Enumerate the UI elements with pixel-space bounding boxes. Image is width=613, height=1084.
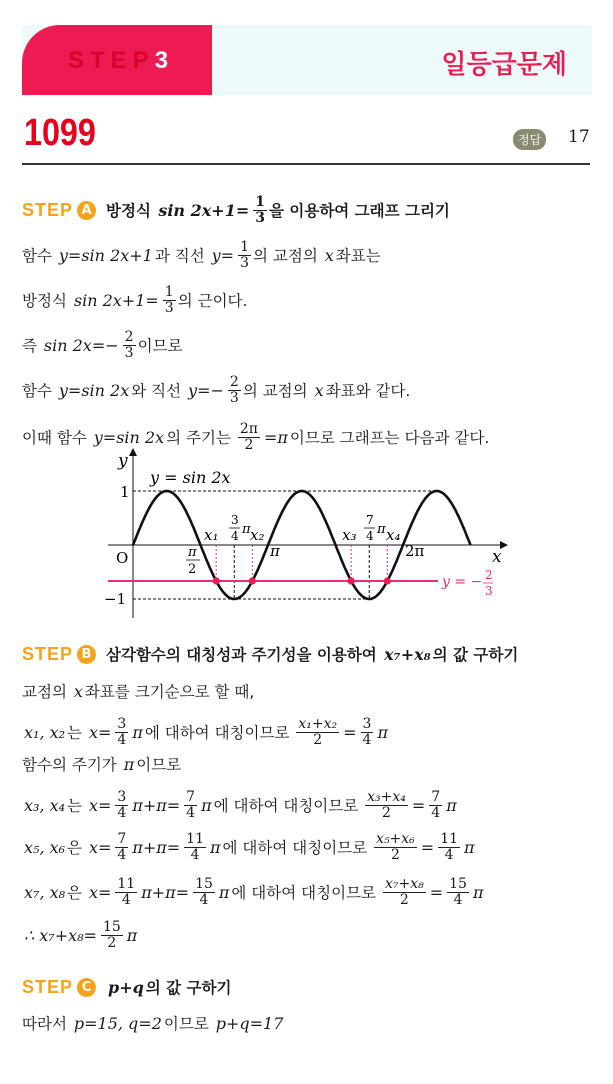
- numerator: x₇+x₈: [384, 876, 424, 892]
- text: 의 교점의: [252, 247, 323, 266]
- numerator: 15: [449, 876, 467, 892]
- fraction: [101, 920, 123, 950]
- solution-line: [22, 832, 477, 862]
- numerator: 2: [229, 374, 239, 390]
- curve-label: y = sin 2x: [150, 468, 231, 487]
- text: 이므로: [137, 337, 183, 356]
- math-expression: =: [411, 795, 426, 815]
- text: 은: [67, 884, 87, 903]
- denominator: 4: [186, 804, 196, 821]
- solution-line: [22, 790, 459, 820]
- mid1-num: 3: [231, 513, 239, 527]
- fraction: [163, 285, 176, 315]
- math-expression: p=15, q=2: [73, 1013, 162, 1033]
- numerator: 1: [255, 194, 265, 210]
- math-expression: π+π=: [141, 882, 190, 902]
- y-axis-label: y: [118, 451, 128, 471]
- fraction: [123, 330, 136, 360]
- line-label-num: 2: [485, 568, 493, 582]
- math-expression: x=: [88, 722, 112, 742]
- y-tick-neg1: −1: [104, 590, 127, 608]
- text: 에 대하여 대칭이므로: [213, 797, 364, 816]
- step-letter-badge: B: [77, 645, 96, 664]
- x2-label: x₂: [250, 526, 265, 544]
- solution-line: [22, 285, 247, 315]
- fraction: [184, 790, 197, 820]
- y-axis-arrow: [129, 448, 137, 456]
- divider: [22, 163, 590, 165]
- fraction: [296, 717, 339, 747]
- text: 과 직선: [154, 247, 210, 266]
- math-expression: π: [123, 754, 135, 774]
- answer-value: 17: [568, 127, 590, 147]
- denominator: 4: [199, 891, 209, 908]
- math-expression: π: [132, 722, 143, 742]
- text: 삼각함수의 대칭성과 주기성을 이용하여: [106, 646, 383, 664]
- text: 의 값 구하기: [432, 646, 519, 664]
- x4-label: x₄: [386, 526, 401, 544]
- text: 즉: [22, 337, 42, 356]
- denominator: 3: [164, 299, 174, 316]
- numerator: 15: [195, 876, 213, 892]
- origin-label: O: [116, 549, 129, 567]
- mid2-pi: π: [377, 522, 386, 537]
- math-expression: π: [201, 795, 212, 815]
- text: 함수: [22, 247, 57, 266]
- text: 에 대하여 대칭이므로: [231, 884, 381, 903]
- math-expression: π+π=: [132, 795, 181, 815]
- denominator: 2: [399, 891, 409, 908]
- math-expression: x=: [88, 837, 112, 857]
- x-axis-label: x: [492, 547, 502, 567]
- math-expression: x: [73, 681, 83, 701]
- denominator: 3: [240, 254, 249, 271]
- numerator: 7: [117, 831, 127, 847]
- math-expression: y=sin 2x: [93, 427, 165, 447]
- fraction: [447, 877, 469, 907]
- text: 는: [67, 797, 87, 816]
- math-expression: sin 2x=−: [43, 335, 119, 355]
- solution-line: [22, 330, 182, 360]
- fraction: [115, 877, 137, 907]
- step-label: STEP: [22, 199, 74, 220]
- numerator: 11: [440, 831, 459, 847]
- numerator: 7: [186, 789, 196, 805]
- numerator: 2: [124, 329, 134, 345]
- text: 의 값 구하기: [145, 979, 232, 997]
- mid2-den: 4: [366, 529, 374, 543]
- numerator: 3: [362, 716, 372, 732]
- math-expression: x₇, x₈: [24, 882, 66, 902]
- math-expression: y=−: [188, 380, 224, 400]
- step-heading: [22, 976, 231, 998]
- denominator: 4: [117, 804, 127, 821]
- solution-line: [22, 680, 254, 702]
- intersection-point: [213, 577, 220, 584]
- solution-line: [22, 375, 410, 405]
- fraction: [115, 832, 128, 862]
- step-number: 3: [154, 47, 169, 74]
- text: 에 대하여 대칭이므로: [222, 839, 373, 858]
- text: 함수의 주기가: [22, 756, 122, 774]
- denominator: 4: [117, 846, 127, 863]
- denominator: 4: [117, 731, 127, 748]
- fraction: [361, 717, 374, 747]
- solution-line: [22, 240, 381, 270]
- text: 의 근이다.: [177, 292, 248, 311]
- numerator: x₃+x₄: [367, 789, 406, 805]
- denominator: 4: [362, 731, 372, 748]
- math-expression: π+π=: [132, 837, 181, 857]
- text: 의 교점의: [242, 382, 313, 401]
- problem-number: 1099: [24, 112, 96, 154]
- numerator: 1: [164, 284, 174, 300]
- solution-line: [22, 920, 139, 950]
- denominator: 3: [124, 344, 134, 361]
- fraction: [228, 375, 241, 405]
- section-title: 일등급문제: [441, 50, 567, 80]
- x3-label: x₃: [342, 526, 357, 544]
- math-expression: =π: [263, 427, 288, 447]
- text: 는: [67, 724, 87, 743]
- math-expression: x=: [88, 882, 112, 902]
- denominator: 2: [107, 934, 117, 951]
- numerator: 15: [102, 919, 121, 935]
- math-expression: π: [446, 795, 457, 815]
- solution-line: [22, 1012, 285, 1034]
- math-expression: =: [420, 837, 435, 857]
- line-label: y = −: [442, 574, 483, 590]
- step-label: [68, 47, 168, 75]
- text: 방정식: [106, 202, 157, 221]
- numerator: x₅+x₆: [376, 831, 415, 847]
- denominator: 3: [229, 389, 239, 406]
- x1-label: x₁: [204, 526, 219, 544]
- intersection-point: [348, 577, 355, 584]
- math-expression: x: [324, 245, 334, 265]
- fraction: [438, 832, 460, 862]
- math-expression: p+q: [108, 977, 144, 997]
- tick-half-pi-den: 2: [188, 562, 197, 577]
- denominator: 4: [121, 891, 131, 908]
- tick-half-pi-num: π: [188, 545, 197, 560]
- step-heading: [22, 643, 518, 665]
- text: 이므로: [136, 756, 182, 774]
- math-expression: y=: [211, 245, 235, 265]
- text: 을 이용하여 그래프 그리기: [269, 202, 450, 221]
- math-expression: x=: [88, 795, 112, 815]
- math-expression: π: [377, 722, 388, 742]
- text: 방정식: [22, 292, 72, 311]
- solution-line: [22, 717, 390, 747]
- fraction: [184, 832, 206, 862]
- step-letter-badge: C: [77, 978, 96, 997]
- math-expression: x₅, x₆: [24, 837, 66, 857]
- denominator: 4: [453, 891, 463, 908]
- tick-pi: π: [270, 542, 280, 560]
- numerator: 2π: [239, 421, 258, 437]
- math-expression: π: [218, 882, 230, 902]
- text: 와 직선: [131, 382, 187, 401]
- math-expression: sin 2x+1=: [73, 290, 159, 310]
- numerator: 3: [117, 789, 127, 805]
- text: 에 대하여 대칭이므로: [144, 724, 295, 743]
- text: 이므로 그래프는 다음과 같다.: [289, 429, 490, 448]
- numerator: 7: [431, 789, 441, 805]
- denominator: 4: [444, 846, 454, 863]
- mid1-pi: π: [242, 522, 251, 537]
- math-expression: ∴ x₇+x₈=: [24, 925, 97, 945]
- fraction: [193, 877, 215, 907]
- fraction: [374, 832, 417, 862]
- denominator: 2: [382, 804, 391, 821]
- math-expression: π: [464, 837, 475, 857]
- math-expression: y=sin 2x+1: [58, 245, 153, 265]
- fraction: [115, 790, 128, 820]
- text: 교점의: [22, 683, 72, 701]
- math-expression: x₁, x₂: [24, 722, 66, 742]
- math-expression: sin 2x+1=: [158, 200, 250, 220]
- mid1-den: 4: [231, 529, 239, 543]
- denominator: 2: [390, 846, 400, 863]
- step-label: STEP: [22, 976, 74, 997]
- numerator: 3: [117, 716, 127, 732]
- denominator: 2: [244, 436, 254, 453]
- math-expression: x₇+x₈: [384, 644, 431, 664]
- text: 의 주기는: [166, 429, 236, 448]
- text: 이때 함수: [22, 429, 92, 448]
- y-tick-1: 1: [120, 483, 130, 501]
- math-expression: p+q=17: [215, 1013, 284, 1033]
- step-heading: [22, 195, 450, 225]
- text: 좌표를 크기순으로 할 때,: [84, 683, 255, 701]
- text: 좌표와 같다.: [325, 382, 411, 401]
- math-expression: x₃, x₄: [24, 795, 66, 815]
- math-expression: =: [429, 882, 444, 902]
- math-expression: y=sin 2x: [58, 380, 130, 400]
- text: 함수: [22, 382, 57, 401]
- solution-line: [22, 877, 485, 907]
- text: 은: [67, 839, 87, 858]
- text: 이므로: [163, 1015, 214, 1033]
- fraction: [429, 790, 442, 820]
- math-expression: x: [314, 380, 324, 400]
- step-letter-badge: A: [77, 201, 96, 220]
- fraction: [238, 240, 251, 270]
- numerator: 1: [240, 239, 249, 255]
- fraction: [115, 717, 128, 747]
- step-text: STEP: [68, 47, 155, 74]
- denominator: 4: [431, 804, 441, 821]
- denominator: 2: [313, 731, 323, 748]
- fraction: [365, 790, 408, 820]
- denominator: 3: [255, 209, 265, 226]
- answer-badge: 정답: [513, 129, 546, 150]
- text: 따라서: [22, 1015, 72, 1033]
- intersection-point: [384, 577, 391, 584]
- fraction: [383, 877, 426, 907]
- numerator: 11: [117, 876, 136, 892]
- math-expression: =: [343, 722, 357, 742]
- denominator: 4: [190, 846, 200, 863]
- solution-line: [22, 753, 181, 775]
- text: 좌표는: [335, 247, 381, 266]
- mid2-num: 7: [366, 513, 374, 527]
- line-label-den: 3: [485, 584, 493, 598]
- fraction: [253, 195, 267, 225]
- numerator: 11: [186, 831, 204, 847]
- tick-2pi: 2π: [405, 542, 425, 560]
- math-expression: π: [472, 882, 484, 902]
- step-label: STEP: [22, 643, 74, 664]
- intersection-point: [249, 577, 256, 584]
- math-expression: π: [126, 925, 138, 945]
- numerator: x₁+x₂: [298, 716, 338, 732]
- math-expression: π: [209, 837, 221, 857]
